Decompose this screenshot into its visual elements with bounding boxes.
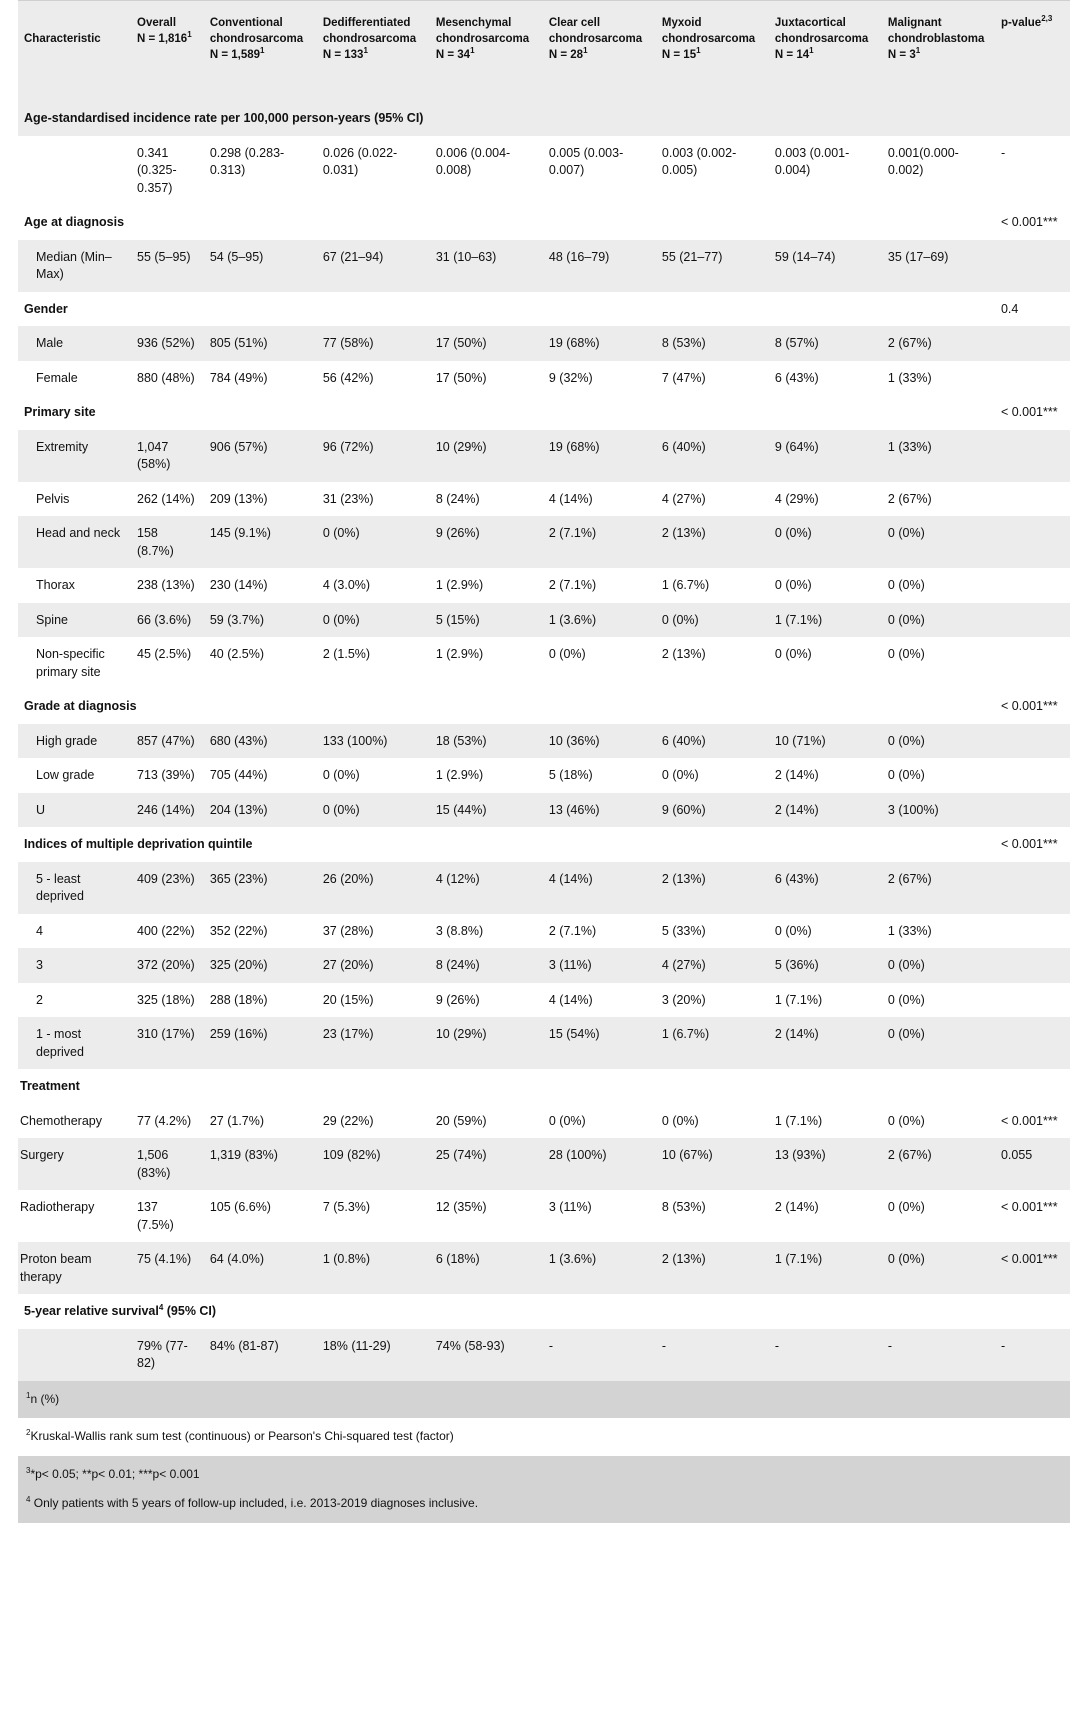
cell: 9 (26%): [435, 992, 480, 1007]
cell: 10 (67%): [656, 1138, 769, 1190]
col-overall: Overall $N = 1,816^1$: [131, 1, 204, 72]
row-label: Radiotherapy: [20, 1200, 95, 1214]
cell: 10 (29%): [430, 430, 543, 482]
col-clearcell: Clear cell chondrosarcoma $N = 28^1$: [543, 1, 656, 72]
cell: 0 (0%): [882, 603, 995, 638]
cell: 10 (36%): [543, 724, 656, 759]
cell: 20 (59%): [435, 1113, 487, 1128]
cell: 325 (20%): [204, 948, 317, 983]
table-row: [18, 862, 1070, 914]
footnote-row: $^3$*p< 0.05; **p< 0.01; ***p< 0.001: [18, 1456, 1070, 1486]
cell: 0 (0%): [656, 603, 769, 638]
table-row: [18, 136, 1070, 206]
cell: 2 (7.1%): [548, 578, 597, 592]
cell: 13 (93%): [769, 1138, 882, 1190]
cell: 259 (16%): [204, 1017, 317, 1069]
cell: 55 (5–95): [131, 240, 204, 292]
section-site: [18, 395, 1070, 689]
cell: 28 (100%): [543, 1138, 656, 1190]
table-row: [18, 1190, 1070, 1242]
cell: 12 (35%): [435, 1200, 487, 1214]
row-label: Proton beam therapy: [18, 1242, 131, 1294]
table-row: [18, 637, 1070, 689]
cell: 1 (2.9%): [435, 647, 484, 661]
section-header: [18, 1294, 1070, 1329]
col-mesenchymal: Mesenchymal chondrosarcoma $N = 34^1$: [430, 1, 543, 72]
table-row: [18, 430, 1070, 482]
table-row: [18, 793, 1070, 828]
cell: < 0.001***: [995, 1242, 1070, 1294]
table-row: [18, 361, 1070, 396]
cell: 0.055: [995, 1138, 1070, 1190]
row-label: Female: [36, 370, 78, 385]
table-header: [18, 1, 1070, 72]
cell: 0.005 (0.003-0.007): [548, 145, 624, 177]
cell: 3 (11%): [543, 948, 656, 983]
cell: 67 (21–94): [317, 240, 430, 292]
cell: [995, 983, 1070, 1018]
cell: 680 (43%): [204, 724, 317, 759]
cell: 352 (22%): [209, 923, 268, 938]
cell: 0.298 (0.283-0.313): [209, 145, 285, 177]
cell: 2 (67%): [882, 326, 995, 361]
cell: 2 (14%): [774, 768, 819, 782]
cell: 0 (0%): [548, 1113, 586, 1128]
table-row: [18, 914, 1070, 949]
cell: 713 (39%): [137, 768, 195, 782]
cell: 5 (18%): [548, 768, 593, 782]
cell: 5 (33%): [661, 923, 706, 938]
cell: 0 (0%): [887, 768, 925, 782]
row-label: Non-specific primary site: [36, 647, 105, 679]
cell: -: [656, 1329, 769, 1381]
cell: 2 (14%): [774, 1200, 819, 1214]
cell: [995, 603, 1070, 638]
cell: 0 (0%): [882, 948, 995, 983]
cell: 2 (14%): [769, 1017, 882, 1069]
cell: 3 (20%): [661, 992, 706, 1007]
cell: 55 (21–77): [656, 240, 769, 292]
p-value: < 0.001***: [1000, 405, 1058, 419]
cell: 365 (23%): [204, 862, 317, 914]
cell: 2 (67%): [882, 862, 995, 914]
cell: 17 (50%): [435, 370, 487, 385]
section-title: Primary site: [24, 405, 96, 419]
cell: 0 (0%): [769, 516, 882, 568]
row-label: 2: [36, 992, 43, 1007]
section-header: [18, 827, 1070, 862]
table-row: [18, 603, 1070, 638]
cell: 857 (47%): [131, 724, 204, 759]
cell: 1 (7.1%): [774, 992, 823, 1007]
cell: [995, 758, 1070, 793]
section-title: Indices of multiple deprivation quintile: [24, 837, 253, 851]
cell: 6 (43%): [769, 862, 882, 914]
cell: 1 (7.1%): [769, 1242, 882, 1294]
cell: [995, 1017, 1070, 1069]
cell: 18% (11-29): [317, 1329, 430, 1381]
section-title: Age-standardised incidence rate per 100,000 person-years (95% CI): [18, 101, 1070, 136]
cell: 805 (51%): [204, 326, 317, 361]
col-conventional: Conventional chondrosarcoma $N = 1,589^1$: [204, 1, 317, 72]
cell: 20 (15%): [322, 992, 374, 1007]
cell: 1,319 (83%): [204, 1138, 317, 1190]
section-imd: [18, 827, 1070, 1069]
row-label: Male: [18, 326, 131, 361]
cell: 400 (22%): [137, 923, 195, 938]
cell: 96 (72%): [317, 430, 430, 482]
row-label: Surgery: [18, 1138, 131, 1190]
cell: < 0.001***: [1000, 1200, 1058, 1214]
cell: 79% (77-82): [131, 1329, 204, 1381]
table-row: [18, 1138, 1070, 1190]
cell: 77 (4.2%): [137, 1113, 192, 1128]
cell: [995, 724, 1070, 759]
cell: 2 (13%): [656, 1242, 769, 1294]
cell: 4 (14%): [543, 862, 656, 914]
cell: 8 (24%): [430, 948, 543, 983]
table-row: [18, 983, 1070, 1018]
cell: 409 (23%): [131, 862, 204, 914]
cell: 0 (0%): [882, 1017, 995, 1069]
cell: 133 (100%): [317, 724, 430, 759]
cell: [995, 361, 1070, 396]
p-value: < 0.001***: [1000, 699, 1058, 713]
cell: 6 (18%): [430, 1242, 543, 1294]
cell: 5 (15%): [430, 603, 543, 638]
cell: [995, 793, 1070, 828]
cell: -: [1000, 145, 1006, 160]
cell: 10 (29%): [430, 1017, 543, 1069]
cell: 8 (53%): [661, 1200, 706, 1214]
cell: 4 (27%): [661, 491, 706, 506]
cell: [995, 637, 1070, 689]
cell: 906 (57%): [204, 430, 317, 482]
cell: 0.003 (0.002-0.005): [661, 145, 737, 177]
cell: 0 (0%): [887, 578, 925, 592]
cell: 936 (52%): [131, 326, 204, 361]
row-label: Chemotherapy: [20, 1113, 102, 1128]
cell: 0.341 (0.325-0.357): [137, 145, 177, 195]
cell: 19 (68%): [543, 326, 656, 361]
cell: 1 (33%): [882, 430, 995, 482]
cell: 1 (33%): [887, 370, 932, 385]
cell: 15 (54%): [543, 1017, 656, 1069]
cell: 9 (32%): [548, 370, 593, 385]
section-survival: [18, 1294, 1070, 1381]
cell: 262 (14%): [137, 491, 195, 506]
footnote-row: $^1$n (%): [18, 1381, 1070, 1419]
col-characteristic: Characteristic: [18, 1, 131, 72]
footnote-row: $^4$ Only patients with 5 years of follow-up included, i.e. 2013-2019 diagnoses inclusive.: [18, 1485, 1070, 1523]
row-label: Spine: [18, 603, 131, 638]
cell: 0 (0%): [887, 1113, 925, 1128]
cell: 0 (0%): [882, 1242, 995, 1294]
section-gender: [18, 292, 1070, 396]
table-row: [18, 482, 1070, 517]
cell: 1 (0.8%): [317, 1242, 430, 1294]
cell: 1 (6.7%): [656, 1017, 769, 1069]
table-row: [18, 948, 1070, 983]
section-incidence: [18, 101, 1070, 136]
cell: 204 (13%): [204, 793, 317, 828]
section-title: Grade at diagnosis: [24, 699, 137, 713]
cell: 6 (40%): [656, 724, 769, 759]
cell: 0 (0%): [548, 647, 586, 661]
row-label: Head and neck: [18, 516, 131, 568]
cell: 1,506 (83%): [131, 1138, 204, 1190]
cell: -: [543, 1329, 656, 1381]
cell: 705 (44%): [209, 768, 268, 782]
cell: 37 (28%): [322, 923, 374, 938]
section-header: [18, 395, 1070, 430]
cell: 9 (64%): [769, 430, 882, 482]
cell: 18 (53%): [430, 724, 543, 759]
p-value: 0.4: [1000, 301, 1019, 316]
cell: 7 (5.3%): [322, 1200, 371, 1214]
cell: 2 (13%): [656, 516, 769, 568]
table-row: [18, 1242, 1070, 1294]
cell: 6 (43%): [774, 370, 819, 385]
cell: [995, 482, 1070, 517]
cell: 310 (17%): [131, 1017, 204, 1069]
cell: 74% (58-93): [430, 1329, 543, 1381]
cell: 45 (2.5%): [137, 647, 192, 661]
cell: 2 (13%): [661, 647, 706, 661]
cell: 325 (18%): [137, 992, 195, 1007]
cell: 54 (5–95): [204, 240, 317, 292]
cell: 7 (47%): [661, 370, 706, 385]
col-juxtacortical: Juxtacortical chondrosarcoma $N = 14^1$: [769, 1, 882, 72]
cell: 66 (3.6%): [131, 603, 204, 638]
section-header: [18, 292, 1070, 327]
section-title: 5-year relative survival$^4$ (95% CI): [24, 1302, 217, 1318]
col-myxoid: Myxoid chondrosarcoma $N = 15^1$: [656, 1, 769, 72]
cell: 2 (1.5%): [322, 647, 371, 661]
section-title: Gender: [24, 301, 68, 316]
row-label: 5 - least deprived: [18, 862, 131, 914]
cell: 105 (6.6%): [209, 1200, 271, 1214]
row-label: High grade: [18, 724, 131, 759]
cell: 4 (12%): [430, 862, 543, 914]
cell: 880 (48%): [137, 370, 195, 385]
cell: 0.003 (0.001-0.004): [774, 145, 850, 177]
table-row: [18, 758, 1070, 793]
cell: 2 (13%): [656, 862, 769, 914]
spacer-row: [18, 71, 1070, 101]
cell: 0 (0%): [774, 578, 812, 592]
table-body: [18, 71, 1070, 205]
cell: 56 (42%): [322, 370, 374, 385]
cell: 77 (58%): [317, 326, 430, 361]
cell: 3 (8.8%): [435, 923, 484, 938]
cell: 1 (33%): [887, 923, 932, 938]
cell: 9 (26%): [430, 516, 543, 568]
cell: 59 (3.7%): [204, 603, 317, 638]
section-treatment: [18, 1069, 1070, 1294]
cell: 0.001(0.000-0.002): [887, 145, 959, 177]
cell: 0 (0%): [887, 647, 925, 661]
col-pvalue: p-value$^{2,3}$: [995, 1, 1070, 72]
cell: 27 (20%): [317, 948, 430, 983]
cell: 0 (0%): [774, 647, 812, 661]
cell: 0 (0%): [322, 768, 360, 782]
cell: 9 (60%): [656, 793, 769, 828]
cell: 8 (57%): [769, 326, 882, 361]
row-label: Low grade: [36, 768, 95, 782]
col-chondroblastoma: Malignant chondroblastoma $N = 3^1$: [882, 1, 995, 72]
row-label: 1 - most deprived: [18, 1017, 131, 1069]
section-title: Treatment: [20, 1079, 80, 1093]
cell: 10 (71%): [769, 724, 882, 759]
cell: 17 (50%): [430, 326, 543, 361]
footnotes: [18, 1381, 1070, 1523]
cell: 0 (0%): [882, 516, 995, 568]
table-row: [18, 1017, 1070, 1069]
cell: 209 (13%): [209, 491, 268, 506]
col-dedifferentiated: Dedifferentiated chondrosarcoma $N = 133^1$: [317, 1, 430, 72]
cell: 4 (3.0%): [322, 578, 371, 592]
cell: 0 (0%): [661, 1113, 699, 1128]
cell: 25 (74%): [430, 1138, 543, 1190]
cell: [995, 516, 1070, 568]
cell: 19 (68%): [543, 430, 656, 482]
cell: 2 (7.1%): [543, 516, 656, 568]
cell: [995, 948, 1070, 983]
cell: 48 (16–79): [543, 240, 656, 292]
cell: 40 (2.5%): [209, 647, 265, 661]
cell: 8 (53%): [656, 326, 769, 361]
cell: 0.026 (0.022-0.031): [322, 145, 398, 177]
cell: 246 (14%): [131, 793, 204, 828]
row-label: 4: [36, 923, 43, 938]
cell: 238 (13%): [137, 578, 195, 592]
footnote-row: $^2$Kruskal-Wallis rank sum test (continuous) or Pearson's Chi-squared test (factor): [18, 1418, 1070, 1456]
cell: 137 (7.5%): [137, 1200, 174, 1232]
cell: [995, 914, 1070, 949]
cell: 2 (7.1%): [548, 923, 597, 938]
row-label: Extremity: [18, 430, 131, 482]
cell: 1 (7.1%): [769, 603, 882, 638]
cell: 31 (23%): [322, 491, 374, 506]
cell: 35 (17–69): [882, 240, 995, 292]
cell: 158 (8.7%): [131, 516, 204, 568]
cell: 6 (40%): [656, 430, 769, 482]
characteristics-table: [18, 0, 1070, 1523]
cell: 15 (44%): [430, 793, 543, 828]
cell: 26 (20%): [317, 862, 430, 914]
cell: 1 (7.1%): [774, 1113, 823, 1128]
section-header: [18, 205, 1070, 240]
cell: 29 (22%): [322, 1113, 374, 1128]
row-label: U: [18, 793, 131, 828]
cell: [995, 568, 1070, 603]
cell: 1 (2.9%): [435, 578, 484, 592]
cell: 75 (4.1%): [131, 1242, 204, 1294]
cell: 0 (0%): [317, 793, 430, 828]
cell: 4 (14%): [548, 992, 593, 1007]
cell: 4 (29%): [774, 491, 819, 506]
cell: 0 (0%): [317, 603, 430, 638]
cell: 59 (14–74): [769, 240, 882, 292]
p-value: < 0.001***: [1000, 215, 1058, 229]
cell: 64 (4.0%): [204, 1242, 317, 1294]
cell: 1 (3.6%): [543, 603, 656, 638]
p-value: < 0.001***: [1000, 837, 1058, 851]
cell: 0 (0%): [887, 1200, 925, 1214]
cell: 4 (14%): [548, 491, 593, 506]
table-row: [18, 1329, 1070, 1381]
cell: 230 (14%): [209, 578, 268, 592]
section-grade: [18, 689, 1070, 827]
cell: 31 (10–63): [430, 240, 543, 292]
cell: -: [995, 1329, 1070, 1381]
cell: 27 (1.7%): [209, 1113, 265, 1128]
cell: 2 (14%): [769, 793, 882, 828]
cell: 1 (2.9%): [435, 768, 484, 782]
cell: -: [882, 1329, 995, 1381]
section-header: [18, 689, 1070, 724]
cell: 0 (0%): [887, 992, 925, 1007]
cell: 0.006 (0.004-0.008): [435, 145, 511, 177]
cell: 288 (18%): [209, 992, 268, 1007]
cell: [995, 430, 1070, 482]
cell: 145 (9.1%): [204, 516, 317, 568]
cell: 1 (6.7%): [661, 578, 710, 592]
cell: 23 (17%): [317, 1017, 430, 1069]
cell: 0 (0%): [882, 724, 995, 759]
cell: 1,047 (58%): [131, 430, 204, 482]
table-row: [18, 516, 1070, 568]
row-label: Pelvis: [36, 491, 70, 506]
cell: 0 (0%): [661, 768, 699, 782]
row-label: 3: [18, 948, 131, 983]
cell: 1 (3.6%): [543, 1242, 656, 1294]
cell: 2 (67%): [887, 491, 932, 506]
table-row: [18, 568, 1070, 603]
cell: 3 (11%): [548, 1200, 592, 1214]
cell: 0 (0%): [774, 923, 812, 938]
cell: 784 (49%): [209, 370, 268, 385]
cell: 3 (100%): [882, 793, 995, 828]
cell: 8 (24%): [435, 491, 480, 506]
section-age: [18, 205, 1070, 292]
row-label: Thorax: [36, 578, 75, 592]
cell: 4 (27%): [656, 948, 769, 983]
cell: 5 (36%): [769, 948, 882, 983]
cell: [995, 240, 1070, 292]
cell: < 0.001***: [1000, 1113, 1058, 1128]
table-row: [18, 240, 1070, 292]
table-row: [18, 724, 1070, 759]
cell: 109 (82%): [317, 1138, 430, 1190]
section-title: Age at diagnosis: [24, 215, 125, 229]
table-row: [18, 1104, 1070, 1139]
cell: 0 (0%): [317, 516, 430, 568]
section-header: [18, 1069, 1070, 1104]
row-label: Median (Min–Max): [18, 240, 131, 292]
cell: [995, 862, 1070, 914]
cell: -: [769, 1329, 882, 1381]
cell: 2 (67%): [882, 1138, 995, 1190]
cell: [995, 326, 1070, 361]
table-row: [18, 326, 1070, 361]
cell: 84% (81-87): [204, 1329, 317, 1381]
cell: 13 (46%): [543, 793, 656, 828]
cell: 372 (20%): [131, 948, 204, 983]
